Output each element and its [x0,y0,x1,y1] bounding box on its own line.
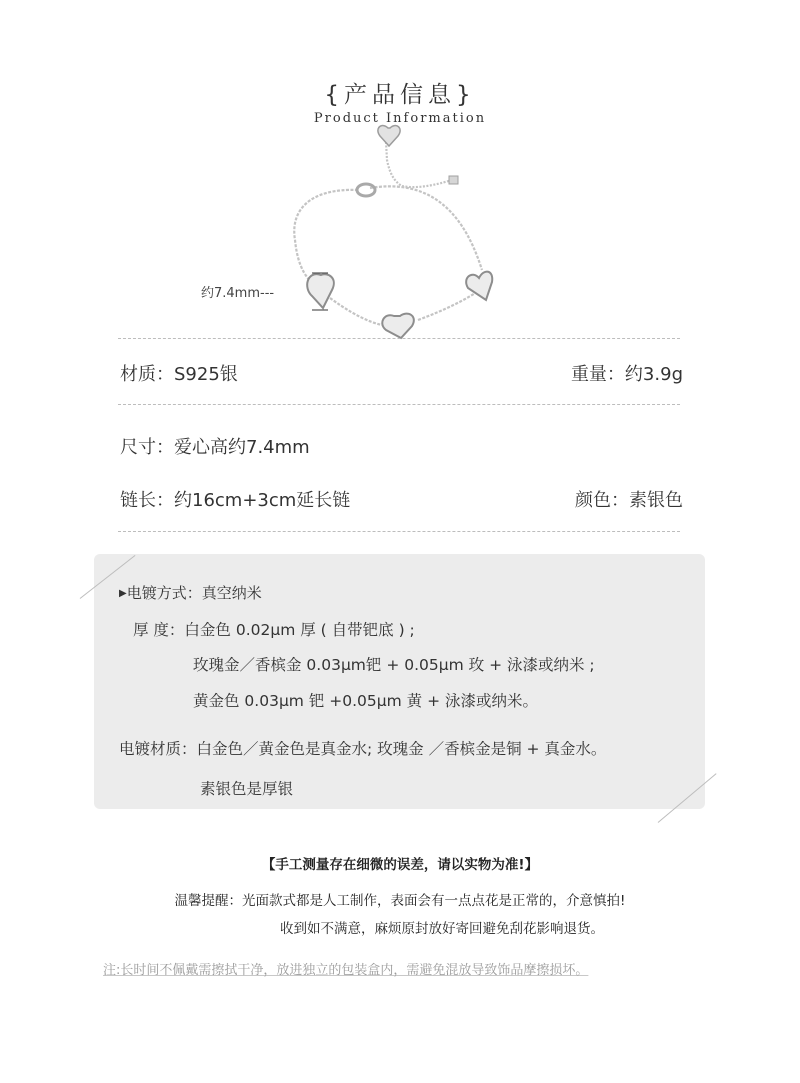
spec-size: 尺寸：爱心高约7.4mm [120,437,310,458]
spec-color: 颜色：素银色 [575,490,683,511]
left-heart-charm [307,274,334,308]
bullet-arrow-icon: ▶ [119,588,127,599]
tip-line-1: 温馨提醒：光面款式都是人工制作，表面会有一点点花是正常的，介意慎拍! [174,893,626,909]
size-annotation: 约7.4mm--- [201,286,275,301]
top-heart-charm [378,126,400,146]
product-image [190,120,530,340]
plating-material-1: 电镀材质：白金色／黄金色是真金水; 玫瑰金 ／香槟金是铜 + 真金水。 [119,740,607,758]
separator [118,531,680,532]
plating-material-2: 素银色是厚银 [200,780,294,798]
page-title: {产品信息} [324,82,476,108]
bottom-heart-charm [382,314,414,338]
care-note: 注:长时间不佩戴需擦拭干净，放进独立的包装盒内，需避免混放导致饰品摩擦损坏。 [103,963,589,978]
separator [118,338,680,339]
plating-thickness-3: 黄金色 0.03μm 钯 +0.05μm 黄 + 泳漆或纳米。 [193,692,538,710]
clasp [357,184,375,196]
spec-material: 材质：S925银 [120,364,238,385]
right-heart-charm [466,272,492,300]
plating-method: ▶电镀方式：真空纳米 [119,584,262,602]
separator [118,404,680,405]
page-subtitle: Product Information [313,111,487,126]
plating-thickness-2: 玫瑰金／香槟金 0.03μm钯 + 0.05μm 玫 + 泳漆或纳米 ; [193,656,595,674]
plating-thickness-1: 厚 度：白金色 0.02μm 厚 ( 自带钯底 ) ; [133,621,415,639]
tip-line-2: 收到如不满意，麻烦原封放好寄回避免刮花影响退货。 [280,921,604,937]
handmade-note: 【手工测量存在细微的误差，请以实物为准!】 [261,857,539,873]
spec-weight: 重量：约3.9g [570,364,683,385]
spec-chain-length: 链长：约16cm+3cm延长链 [120,490,351,511]
